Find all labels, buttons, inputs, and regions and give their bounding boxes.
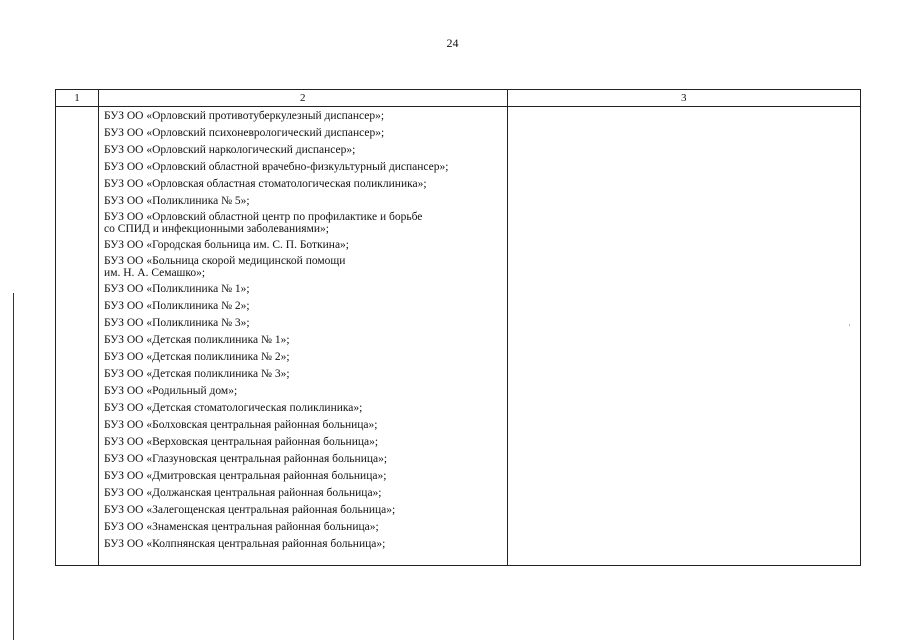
institution-entry [104,315,507,332]
institution-entry-line: БУЗ ОО «Знаменская центральная районная больница»; [104,521,379,533]
scan-edge-line [13,293,14,640]
institution-entry-line: БУЗ ОО «Детская стоматологическая поликлиника»; [104,402,363,414]
institution-entry-line: БУЗ ОО «Поликлиника № 1»; [104,283,250,295]
institution-entry [104,417,507,434]
institution-entry-line: БУЗ ОО «Детская поликлиника № 3»; [104,368,290,380]
institutions-table [55,89,861,566]
institution-entry [104,125,507,142]
institution-entry-line: БУЗ ОО «Орловский наркологический диспансер»; [104,144,356,156]
institution-entry [104,210,507,237]
institution-entry-line: БУЗ ОО «Орловский противотуберкулезный диспансер»; [104,110,385,122]
institution-entry-line: им. Н. А. Семашко»; [104,267,206,279]
column-header-1: 1 [56,90,99,107]
institution-entry [104,298,507,315]
column-2-cell [99,107,508,566]
institution-entry-line: БУЗ ОО «Поликлиника № 3»; [104,317,250,329]
institution-entry [104,519,507,536]
institution-entry-line: БУЗ ОО «Поликлиника № 2»; [104,300,250,312]
column-header-3: 3 [507,90,860,107]
institution-entry-line: БУЗ ОО «Залегощенская центральная районная больница»; [104,504,396,516]
institution-entry-line: БУЗ ОО «Родильный дом»; [104,385,238,397]
institution-entry [104,281,507,298]
institution-entry-line: БУЗ ОО «Орловский областной врачебно-физкультурный диспансер»; [104,161,449,173]
institution-entry-line: БУЗ ОО «Колпнянская центральная районная больница»; [104,538,386,550]
institution-entry [104,485,507,502]
institution-entry [104,237,507,254]
institution-entry [104,142,507,159]
institution-entry-line: БУЗ ОО «Детская поликлиника № 2»; [104,351,290,363]
institution-entry-line: БУЗ ОО «Орловская областная стоматологическая поликлиника»; [104,178,427,190]
table-header-row [56,90,861,107]
institution-entry [104,108,507,125]
column-header-2: 2 [99,90,508,107]
institution-entry [104,332,507,349]
institution-entry [104,451,507,468]
column-3-cell [507,107,860,566]
institution-entry-line: БУЗ ОО «Детская поликлиника № 1»; [104,334,290,346]
institution-entry [104,468,507,485]
table-body-row [56,107,861,566]
page-number: 24 [446,36,459,50]
institution-entry [104,176,507,193]
institution-entry-line: БУЗ ОО «Глазуновская центральная районная больница»; [104,453,388,465]
institution-entry [104,400,507,417]
institution-entry-line: БУЗ ОО «Орловский областной центр по профилактике и борьбе [104,211,423,223]
institution-entry-line: БУЗ ОО «Должанская центральная районная больница»; [104,487,382,499]
institution-entry [104,366,507,383]
institution-entry [104,502,507,519]
institution-list [99,107,507,553]
institution-entry-line: БУЗ ОО «Городская больница им. С. П. Боткина»; [104,239,350,251]
institution-entry-line: БУЗ ОО «Дмитровская центральная районная больница»; [104,470,387,482]
institution-entry-line: БУЗ ОО «Поликлиника № 5»; [104,195,250,207]
institution-entry [104,193,507,210]
institution-entry [104,383,507,400]
institution-entry [104,159,507,176]
institution-entry [104,536,507,553]
institution-entry-line: БУЗ ОО «Болховская центральная районная больница»; [104,419,378,431]
institution-entry [104,254,507,281]
institution-entry-line: БУЗ ОО «Верховская центральная районная больница»; [104,436,379,448]
institution-entry [104,349,507,366]
institution-entry-line: БУЗ ОО «Орловский психоневрологический диспансер»; [104,127,385,139]
institution-entry-line: БУЗ ОО «Больница скорой медицинской помощи [104,255,346,267]
column-1-cell [56,107,99,566]
institution-entry [104,434,507,451]
institution-entry-line: со СПИД и инфекционными заболеваниями»; [104,223,329,235]
